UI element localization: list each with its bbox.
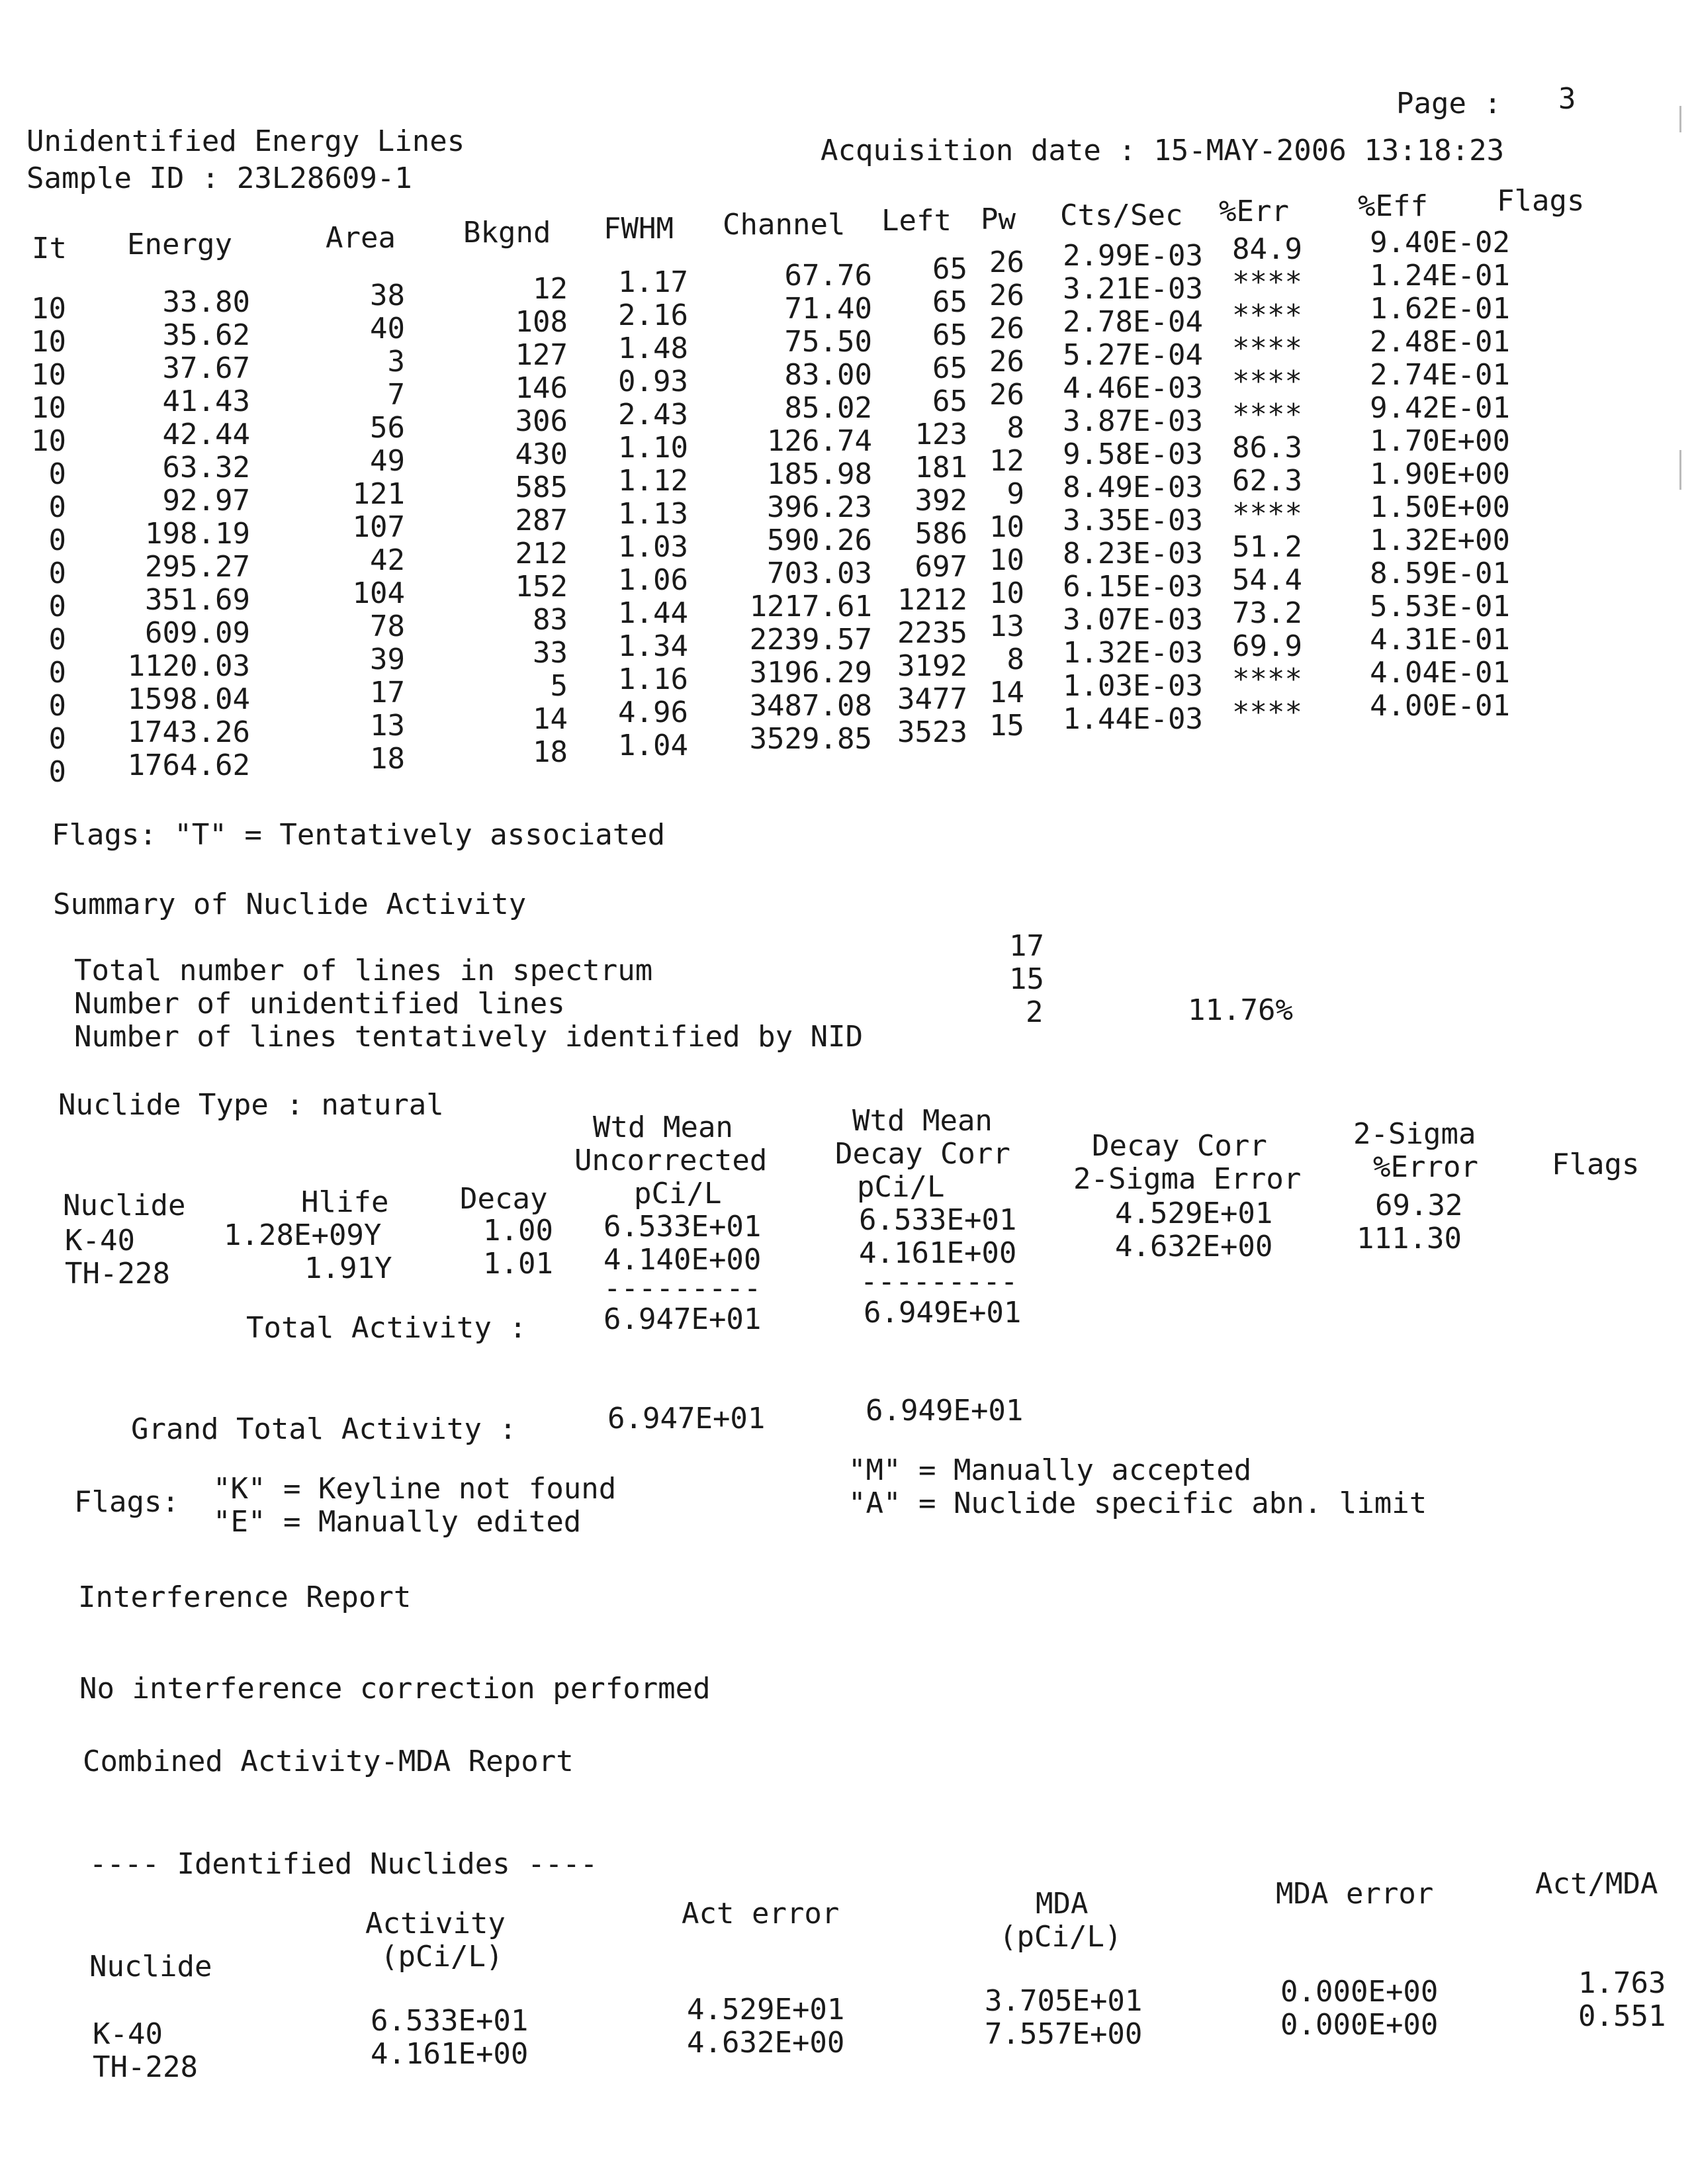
nuclide-decay-corr: 6.533E+01 — [859, 1203, 1017, 1237]
cell-bkgnd: 585 — [515, 471, 568, 504]
cell-area: 121 — [352, 477, 405, 511]
cell-err: 54.4 — [1232, 563, 1302, 597]
mda-activity: 6.533E+01 — [371, 2004, 529, 2038]
cell-eff: 9.42E-01 — [1370, 391, 1510, 425]
cell-pw: 26 — [989, 279, 1024, 312]
cell-eff: 8.59E-01 — [1370, 557, 1510, 590]
col-energy: Energy — [127, 228, 232, 261]
cell-energy: 33.80 — [162, 285, 250, 319]
hdr-pci-2: pCi/L — [857, 1170, 945, 1204]
grand-total-label: Grand Total Activity : — [131, 1412, 517, 1446]
mda-hdr-mda: MDA — [1036, 1887, 1089, 1921]
cell-fwhm: 0.93 — [618, 365, 688, 398]
cell-pw: 26 — [989, 246, 1024, 279]
cell-fwhm: 1.10 — [618, 431, 688, 465]
cell-cts-sec: 3.35E-03 — [1063, 504, 1203, 537]
nuclide-decay-corr: 4.161E+00 — [859, 1236, 1017, 1270]
cell-energy: 609.09 — [145, 616, 250, 650]
cell-eff: 5.53E-01 — [1370, 590, 1510, 623]
cell-bkgnd: 33 — [533, 636, 568, 670]
mda-mda-error: 0.000E+00 — [1280, 1975, 1439, 2009]
cell-energy: 351.69 — [145, 583, 250, 617]
flags-tentative-note: Flags: "T" = Tentatively associated — [52, 818, 666, 852]
cell-eff: 1.32E+00 — [1370, 523, 1510, 557]
cell-energy: 35.62 — [162, 318, 250, 352]
cell-cts-sec: 6.15E-03 — [1063, 570, 1203, 604]
cell-it: 0 — [48, 722, 66, 756]
mda-act-error: 4.529E+01 — [687, 1993, 845, 2026]
hdr-wtd-mean-2: Wtd Mean — [852, 1104, 993, 1138]
mda-hdr-nuclide: Nuclide — [89, 1950, 212, 1983]
nuclide-name: K-40 — [65, 1224, 135, 1257]
cell-fwhm: 1.13 — [618, 497, 688, 531]
col-eff: %Eff — [1358, 189, 1428, 223]
hdr-flags: Flags — [1552, 1148, 1640, 1181]
cell-bkgnd: 152 — [515, 570, 568, 604]
cell-area: 42 — [370, 543, 405, 577]
interference-title: Interference Report — [78, 1580, 412, 1614]
total-lines-label: Total number of lines in spectrum — [74, 954, 653, 987]
cell-eff: 9.40E-02 — [1370, 226, 1510, 259]
cell-bkgnd: 146 — [515, 371, 568, 405]
cell-channel: 703.03 — [767, 557, 872, 590]
cell-bkgnd: 83 — [533, 603, 568, 637]
col-channel: Channel — [723, 208, 846, 242]
cell-area: 7 — [387, 378, 405, 412]
cell-eff: 4.04E-01 — [1370, 656, 1510, 690]
tentative-lines-value: 2 — [1026, 995, 1044, 1029]
nuclide-2sigma-error: 4.632E+00 — [1115, 1230, 1273, 1263]
cell-err: **** — [1232, 398, 1302, 432]
tentative-lines-percent: 11.76% — [1188, 993, 1293, 1027]
nuclide-decay: 1.00 — [483, 1214, 553, 1248]
cell-left: 181 — [914, 451, 967, 484]
sample-id: Sample ID : 23L28609-1 — [26, 161, 412, 195]
cell-err: 86.3 — [1232, 431, 1302, 465]
cell-it: 10 — [31, 424, 66, 458]
cell-bkgnd: 306 — [515, 404, 568, 438]
cell-eff: 1.90E+00 — [1370, 457, 1510, 491]
cell-energy: 198.19 — [145, 517, 250, 551]
col-fwhm: FWHM — [603, 212, 674, 246]
cell-left: 2235 — [897, 616, 967, 650]
cell-channel: 71.40 — [784, 292, 872, 326]
cell-fwhm: 2.43 — [618, 398, 688, 432]
cell-area: 17 — [370, 676, 405, 709]
flags-prefix: Flags: — [74, 1485, 179, 1519]
cell-channel: 83.00 — [784, 358, 872, 392]
mda-hdr-act-error: Act error — [682, 1897, 840, 1931]
cell-energy: 92.97 — [162, 484, 250, 518]
cell-fwhm: 1.12 — [618, 464, 688, 498]
dashes-uncorrected: --------- — [603, 1271, 762, 1305]
identified-nuclides-subtitle: ---- Identified Nuclides ---- — [89, 1847, 598, 1881]
cell-cts-sec: 1.32E-03 — [1063, 636, 1203, 670]
cell-fwhm: 1.06 — [618, 563, 688, 597]
cell-it: 0 — [48, 689, 66, 723]
mda-nuclide: TH-228 — [93, 2050, 198, 2084]
mda-hdr-activity: Activity — [365, 1907, 506, 1940]
cell-err: 84.9 — [1232, 232, 1302, 266]
cell-err: **** — [1232, 265, 1302, 299]
cell-channel: 3196.29 — [749, 656, 872, 690]
tentative-lines-label: Number of lines tentatively identified by NID — [74, 1020, 864, 1054]
cell-pw: 13 — [989, 610, 1024, 643]
hdr-decay: Decay — [460, 1182, 548, 1216]
nuclide-2sigma-error: 4.529E+01 — [1115, 1197, 1273, 1230]
cell-bkgnd: 5 — [550, 669, 568, 703]
cell-cts-sec: 4.46E-03 — [1063, 371, 1203, 405]
grand-total-decay-corr: 6.949E+01 — [866, 1394, 1024, 1428]
cell-left: 123 — [914, 418, 967, 451]
cell-channel: 75.50 — [784, 325, 872, 359]
cell-bkgnd: 18 — [533, 735, 568, 769]
cell-pw: 8 — [1006, 643, 1024, 676]
cell-it: 0 — [48, 457, 66, 491]
cell-pw: 26 — [989, 312, 1024, 345]
cell-area: 107 — [352, 510, 405, 544]
nuclide-hlife: 1.28E+09Y — [224, 1218, 382, 1252]
cell-fwhm: 1.04 — [618, 729, 688, 762]
cell-eff: 4.31E-01 — [1370, 623, 1510, 657]
cell-bkgnd: 14 — [533, 702, 568, 736]
cell-err: 73.2 — [1232, 596, 1302, 630]
cell-it: 10 — [31, 292, 66, 326]
cell-err: **** — [1232, 365, 1302, 398]
acquisition-date: Acquisition date : 15-MAY-2006 13:18:23 — [821, 134, 1505, 167]
cell-energy: 1764.62 — [127, 749, 250, 782]
cell-left: 65 — [932, 351, 967, 385]
cell-bkgnd: 287 — [515, 504, 568, 537]
cell-energy: 37.67 — [162, 351, 250, 385]
cell-cts-sec: 3.87E-03 — [1063, 404, 1203, 438]
cell-cts-sec: 8.49E-03 — [1063, 471, 1203, 504]
cell-channel: 396.23 — [767, 490, 872, 524]
mda-mda-error: 0.000E+00 — [1280, 2008, 1439, 2042]
total-activity-decay-corr: 6.949E+01 — [864, 1296, 1022, 1330]
scan-mark — [1679, 450, 1681, 490]
total-lines-value: 17 — [1009, 929, 1044, 963]
cell-channel: 67.76 — [784, 259, 872, 293]
mda-act-mda: 0.551 — [1578, 1999, 1666, 2033]
cell-area: 38 — [370, 279, 405, 312]
cell-it: 0 — [48, 523, 66, 557]
cell-it: 10 — [31, 358, 66, 392]
cell-eff: 4.00E-01 — [1370, 689, 1510, 723]
cell-bkgnd: 430 — [515, 437, 568, 471]
cell-area: 78 — [370, 610, 405, 643]
page-label: Page : — [1396, 87, 1501, 120]
cell-bkgnd: 12 — [533, 272, 568, 306]
mda-nuclide: K-40 — [93, 2017, 163, 2051]
cell-err: 51.2 — [1232, 530, 1302, 564]
cell-eff: 1.24E-01 — [1370, 259, 1510, 293]
cell-bkgnd: 108 — [515, 305, 568, 339]
cell-channel: 1217.61 — [749, 590, 872, 623]
col-pw: Pw — [981, 203, 1016, 236]
nuclide-uncorrected: 6.533E+01 — [603, 1210, 762, 1244]
page-number: 3 — [1558, 82, 1576, 116]
cell-cts-sec: 8.23E-03 — [1063, 537, 1203, 570]
cell-it: 10 — [31, 325, 66, 359]
cell-err: **** — [1232, 662, 1302, 696]
hdr-hlife: Hlife — [301, 1185, 389, 1219]
cell-cts-sec: 5.27E-04 — [1063, 338, 1203, 372]
dashes-decay-corr: --------- — [860, 1265, 1018, 1298]
cell-eff: 1.62E-01 — [1370, 292, 1510, 326]
mda-hdr-activity-unit: (pCi/L) — [380, 1940, 504, 1974]
report-title: Unidentified Energy Lines — [26, 124, 465, 158]
cell-cts-sec: 1.44E-03 — [1063, 702, 1203, 736]
cell-pw: 10 — [989, 576, 1024, 610]
col-flags: Flags — [1497, 184, 1585, 218]
cell-left: 65 — [932, 285, 967, 319]
cell-area: 18 — [370, 742, 405, 776]
hdr-pct-error: %Error — [1373, 1150, 1478, 1184]
col-err: %Err — [1219, 195, 1289, 228]
cell-left: 65 — [932, 385, 967, 418]
cell-pw: 9 — [1006, 477, 1024, 511]
mda-activity: 4.161E+00 — [371, 2037, 529, 2071]
cell-energy: 1120.03 — [127, 649, 250, 683]
cell-left: 3192 — [897, 649, 967, 683]
cell-area: 40 — [370, 312, 405, 345]
cell-it: 0 — [48, 590, 66, 623]
cell-left: 65 — [932, 318, 967, 352]
cell-eff: 1.50E+00 — [1370, 490, 1510, 524]
cell-cts-sec: 2.99E-03 — [1063, 239, 1203, 273]
nuclide-hlife: 1.91Y — [304, 1251, 392, 1285]
cell-left: 3477 — [897, 682, 967, 716]
cell-left: 392 — [914, 484, 967, 518]
cell-pw: 12 — [989, 444, 1024, 478]
cell-area: 39 — [370, 643, 405, 676]
hdr-decay-corr: Decay Corr — [835, 1137, 1010, 1171]
combined-title: Combined Activity-MDA Report — [83, 1745, 574, 1778]
cell-it: 0 — [48, 656, 66, 690]
nuclide-decay: 1.01 — [483, 1247, 553, 1281]
cell-eff: 2.48E-01 — [1370, 325, 1510, 359]
cell-cts-sec: 1.03E-03 — [1063, 669, 1203, 703]
unidentified-lines-value: 15 — [1009, 962, 1044, 996]
col-it: It — [32, 232, 67, 265]
cell-eff: 2.74E-01 — [1370, 358, 1510, 392]
cell-fwhm: 1.16 — [618, 662, 688, 696]
cell-pw: 26 — [989, 378, 1024, 412]
cell-bkgnd: 127 — [515, 338, 568, 372]
hdr-2sigma: 2-Sigma — [1353, 1117, 1476, 1151]
hdr-decay-corr-2: Decay Corr — [1092, 1129, 1267, 1163]
cell-channel: 85.02 — [784, 391, 872, 425]
hdr-2sigma-error: 2-Sigma Error — [1073, 1162, 1302, 1196]
col-area: Area — [326, 221, 396, 255]
unidentified-lines-label: Number of unidentified lines — [74, 987, 565, 1021]
cell-left: 697 — [914, 550, 967, 584]
mda-act-mda: 1.763 — [1578, 1966, 1666, 2000]
hdr-uncorrected: Uncorrected — [574, 1144, 768, 1177]
mda-hdr-mda-unit: (pCi/L) — [999, 1920, 1122, 1954]
cell-channel: 2239.57 — [749, 623, 872, 657]
flag-e: "E" = Manually edited — [213, 1505, 582, 1539]
col-cts-sec: Cts/Sec — [1060, 199, 1183, 232]
cell-cts-sec: 3.07E-03 — [1063, 603, 1203, 637]
cell-area: 104 — [352, 576, 405, 610]
cell-cts-sec: 3.21E-03 — [1063, 272, 1203, 306]
cell-pw: 10 — [989, 510, 1024, 544]
cell-left: 1212 — [897, 583, 967, 617]
cell-it: 10 — [31, 391, 66, 425]
cell-fwhm: 1.44 — [618, 596, 688, 630]
cell-channel: 590.26 — [767, 523, 872, 557]
cell-err: **** — [1232, 298, 1302, 332]
cell-left: 65 — [932, 252, 967, 286]
cell-it: 0 — [48, 755, 66, 789]
cell-channel: 185.98 — [767, 457, 872, 491]
cell-energy: 63.32 — [162, 451, 250, 484]
cell-fwhm: 1.34 — [618, 629, 688, 663]
cell-energy: 1598.04 — [127, 682, 250, 716]
cell-pw: 10 — [989, 543, 1024, 577]
col-bkgnd: Bkgnd — [463, 216, 551, 250]
cell-err: 62.3 — [1232, 464, 1302, 498]
cell-it: 0 — [48, 623, 66, 657]
cell-fwhm: 1.48 — [618, 332, 688, 365]
hdr-wtd-mean-1: Wtd Mean — [593, 1111, 733, 1144]
cell-cts-sec: 2.78E-04 — [1063, 305, 1203, 339]
total-activity-label: Total Activity : — [246, 1311, 527, 1345]
mda-hdr-mda-error: MDA error — [1276, 1877, 1434, 1911]
mda-act-error: 4.632E+00 — [687, 2026, 845, 2060]
scan-mark — [1679, 106, 1681, 132]
hdr-nuclide: Nuclide — [63, 1189, 186, 1222]
summary-title: Summary of Nuclide Activity — [53, 887, 527, 921]
cell-err: 69.9 — [1232, 629, 1302, 663]
cell-left: 586 — [914, 517, 967, 551]
cell-area: 3 — [387, 345, 405, 379]
cell-channel: 3487.08 — [749, 689, 872, 723]
nuclide-uncorrected: 4.140E+00 — [603, 1243, 762, 1277]
flag-k: "K" = Keyline not found — [213, 1472, 617, 1506]
nuclide-pct-error: 111.30 — [1357, 1222, 1462, 1255]
cell-pw: 8 — [1006, 411, 1024, 445]
cell-fwhm: 1.17 — [618, 265, 688, 299]
flag-m: "M" = Manually accepted — [848, 1453, 1252, 1487]
flag-a: "A" = Nuclide specific abn. limit — [848, 1486, 1427, 1520]
cell-err: **** — [1232, 696, 1302, 729]
cell-eff: 1.70E+00 — [1370, 424, 1510, 458]
cell-err: **** — [1232, 497, 1302, 531]
cell-err: **** — [1232, 332, 1302, 365]
cell-it: 0 — [48, 557, 66, 590]
cell-cts-sec: 9.58E-03 — [1063, 437, 1203, 471]
cell-energy: 42.44 — [162, 418, 250, 451]
nuclide-type: Nuclide Type : natural — [58, 1088, 444, 1122]
cell-channel: 126.74 — [767, 424, 872, 458]
interference-text: No interference correction performed — [79, 1672, 711, 1706]
total-activity-uncorrected: 6.947E+01 — [603, 1302, 762, 1336]
cell-area: 13 — [370, 709, 405, 743]
cell-pw: 15 — [989, 709, 1024, 743]
cell-fwhm: 4.96 — [618, 696, 688, 729]
nuclide-name: TH-228 — [65, 1257, 170, 1291]
nuclide-pct-error: 69.32 — [1375, 1189, 1463, 1222]
cell-energy: 1743.26 — [127, 715, 250, 749]
cell-area: 56 — [370, 411, 405, 445]
cell-fwhm: 2.16 — [618, 298, 688, 332]
cell-bkgnd: 212 — [515, 537, 568, 570]
cell-energy: 295.27 — [145, 550, 250, 584]
cell-it: 0 — [48, 490, 66, 524]
cell-fwhm: 1.03 — [618, 530, 688, 564]
mda-mda: 3.705E+01 — [985, 1984, 1143, 2018]
mda-hdr-act-mda: Act/MDA — [1535, 1867, 1658, 1901]
col-left: Left — [881, 204, 952, 238]
cell-pw: 26 — [989, 345, 1024, 379]
hdr-pci-1: pCi/L — [634, 1177, 722, 1210]
grand-total-uncorrected: 6.947E+01 — [607, 1402, 766, 1435]
mda-mda: 7.557E+00 — [985, 2017, 1143, 2051]
cell-channel: 3529.85 — [749, 722, 872, 756]
cell-energy: 41.43 — [162, 385, 250, 418]
cell-area: 49 — [370, 444, 405, 478]
cell-pw: 14 — [989, 676, 1024, 709]
cell-left: 3523 — [897, 715, 967, 749]
